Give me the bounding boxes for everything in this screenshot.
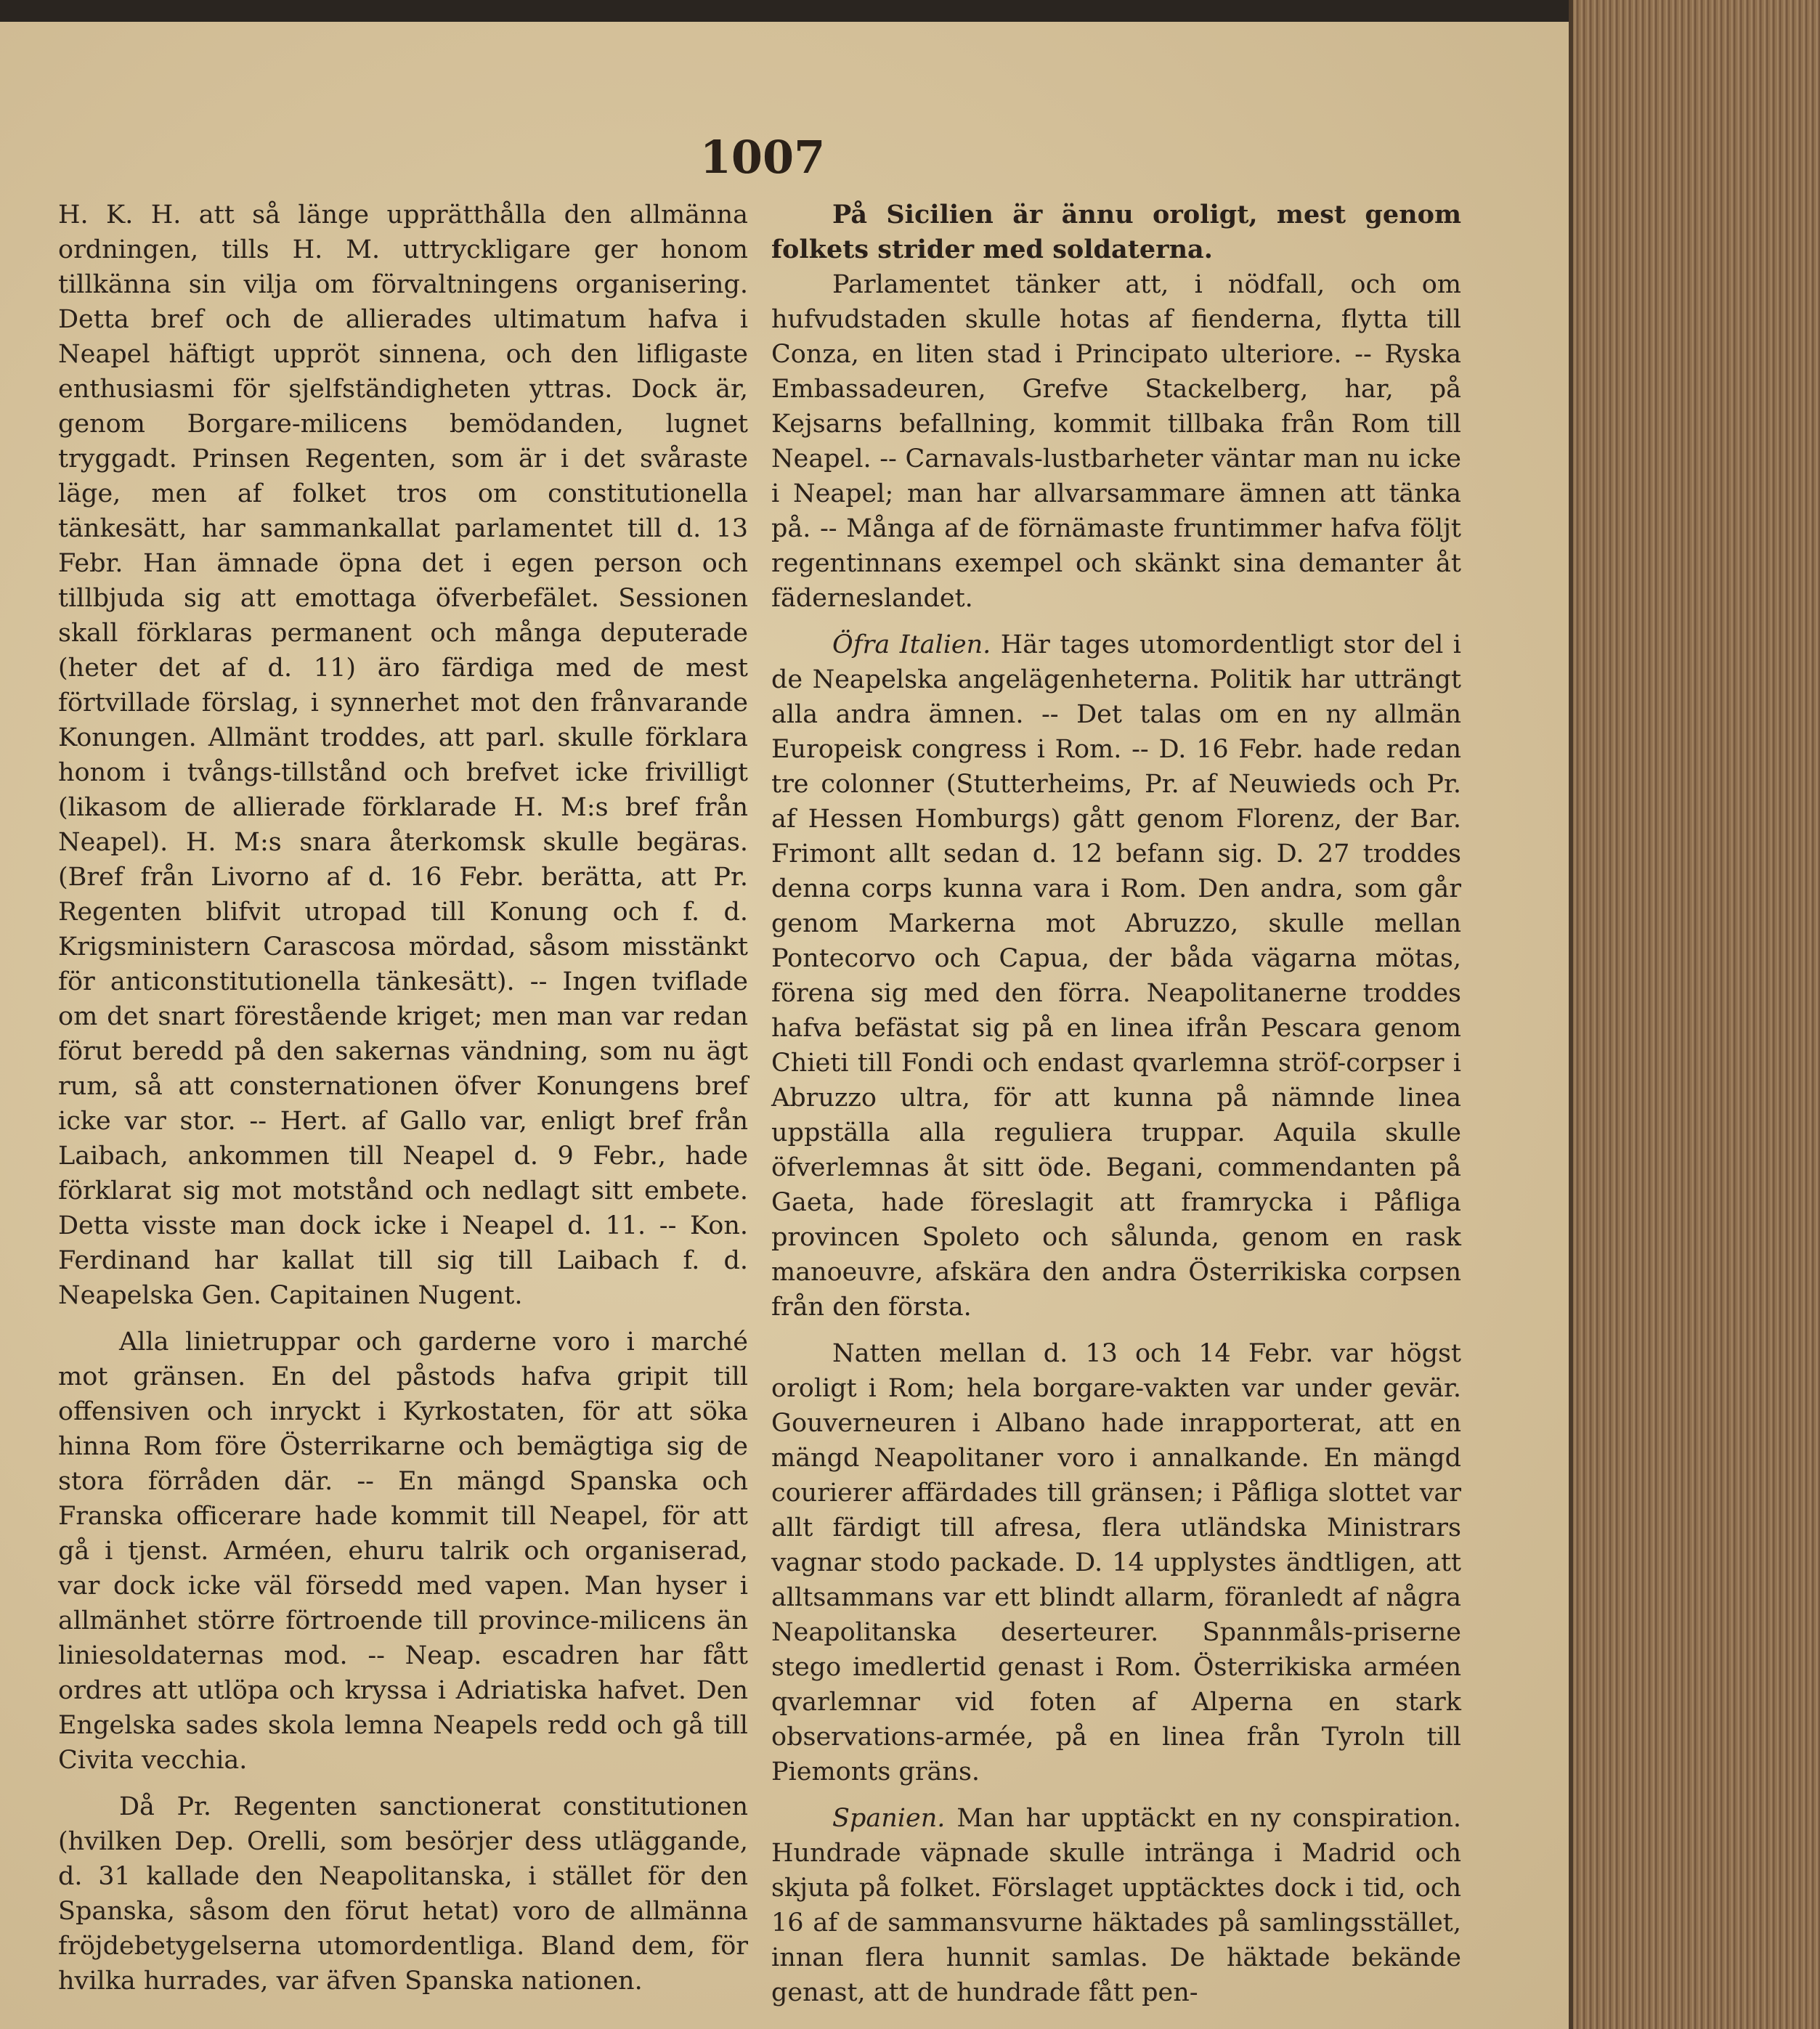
ofra-italien-text: Här tages utomordentligt stor del i de Neapelska angelägenheterna. Politik har utträngt alla andra ämnen. -- Det talas om en ny allmän Europeisk congress i Rom. -- D. 16 Febr. hade redan tre colonner (Stutterheims, Pr. af Neuwieds och Pr. af Hessen Homburgs) gått genom Florenz, der Bar. Frimont allt sedan d. 12 befann sig. D. 27 troddes denna corps kunna vara i Rom. Den andra, som går genom Markerna mot Abruzzo, skulle mellan Pontecorvo och Capua, der båda vägarna mötas, förena sig med den förra. Neapolitanerne troddes hafva befästat sig på en linea ifrån Pescara genom Chieti till Fondi och endast qvarlemna ströf-corpser i Abruzzo ultra, för att kunna på nämnde linea uppställa alla reguliera truppar. Aquila skulle öfverlemnas åt sitt öde. Begani, commendanten på Gaeta, hade föreslagit att framrycka i Påfliga provincen Spoleto och sålunda, genom en rask manoeuvre, afskära den andra Österrikiska corpsen från den första. xyxy=(771,630,1461,1322)
book-fore-edge xyxy=(1569,0,1820,2029)
right-intro-paragraph: På Sicilien är ännu oroligt, mest genom folkets strider med soldaterna. xyxy=(771,200,1461,264)
left-paragraph-2: Alla linietruppar och garderne voro i marché mot gränsen. En del påstods hafva gripit till offensiven och inryckt i Kyrkostaten, för att söka hinna Rom före Österrikarne och bemägtiga sig de stora förråden där. -- En mängd Spanska och Franska officerare hade kommit till Neapel, för att gå i tjenst. Arméen, ehuru talrik och organiserad, var dock icke väl försedd med vapen. Man hyser i allmänhet större förtroende till province-milicens än liniesoldaternas mod. -- Neap. escadren har fått ordres att utlöpa och kryssa i Adriatiska hafvet. Den Engelska sades skola lemna Neapels redd och gå till Civita vecchia. xyxy=(58,1327,748,1775)
left-paragraph-1: H. K. H. att så länge upprätthålla den allmänna ordningen, tills H. M. uttryckligare ger honom tillkänna sin vilja om förvaltningens organisering. Detta bref och de allierades ultimatum hafva i Neapel häftigt uppröt sinnena, och den lifligaste enthusiasmi för sjelfständigheten yttras. Dock är, genom Borgare-milicens bemödanden, lugnet tryggadt. Prinsen Regenten, som är i det svåraste läge, men af folket tros om constitutionella tänkesätt, har sammankallat parlamentet till d. 13 Febr. Han ämnade öpna det i egen person och tillbjuda sig att emottaga öfverbefälet. Sessionen skall förklaras permanent och många deputerade (heter det af d. 11) äro färdiga med de mest förtvillade förslag, i synnerhet mot den frånvarande Konungen. Allmänt troddes, att parl. skulle förklara honom i tvångs-tillstånd och brefvet icke frivilligt (likasom de allierade förklarade H. M:s bref från Neapel). H. M:s snara återkomsk skulle begäras. (Bref från Livorno af d. 16 Febr. berätta, att Pr. Regenten blifvit utropad till Konung och f. d. Krigsministern Carascosa mördad, såsom misstänkt för anticonstitutionella tänkesätt). -- Ingen tviflade om det snart förestående kriget; men man var redan förut beredd på den sakernas vändning, som nu ägt rum, så att consternationen öfver Konungens bref icke var stor. -- Hert. af Gallo var, enligt bref från Laibach, ankommen till Neapel d. 9 Febr., hade förklarat sig mot motstånd och nedlagt sitt embete. Detta visste man dock icke i Neapel d. 11. -- Kon. Ferdinand har kallat till sig till Laibach f. d. Neapelska Gen. Capitainen Nugent. xyxy=(58,200,748,1310)
ofra-italien-section xyxy=(771,627,1461,1325)
right-paragraph-parliament: Parlamentet tänker att, i nödfall, och om hufvudstaden skulle hotas af fienderna, flytta till Conza, en liten stad i Principato ulteriore. -- Ryska Embassadeuren, Grefve Stackelberg, har, på Kejsarns befallning, kommit tillbaka från Rom till Neapel. -- Carnavals-lustbarheter väntar man nu icke i Neapel; man har allvarsammare ämnen att tänka på. -- Många af de förnämaste fruntimmer hafva följt regentinnans exempel och skänkt sina demanter åt fäderneslandet. xyxy=(771,270,1461,613)
left-paragraph-3: Då Pr. Regenten sanctionerat constitutionen (hvilken Dep. Orelli, som besörjer dess utläggande, d. 31 kallade den Neapolitanska, i stället för den Spanska, såsom den förut hetat) voro de allmänna fröjdebetygelserna utomordentliga. Bland dem, för hvilka hurrades, var äfven Spanska nationen. xyxy=(58,1792,748,1996)
spanien-heading: Spanien. xyxy=(832,1804,946,1833)
left-column xyxy=(58,198,748,1998)
spanien-text: Man har upptäckt en ny conspiration. Hundrade väpnade skulle intränga i Madrid och skjuta på folket. Förslaget upptäcktes dock i tid, och 16 af de sammansvurne häktades på samlingsstället, innan flera hunnit samlas. De häktade bekände genast, att de hundrade fått pen- xyxy=(771,1804,1461,2007)
spanien-section xyxy=(771,1801,1461,2010)
page-number: 1007 xyxy=(699,131,826,184)
right-paragraph-rome: Natten mellan d. 13 och 14 Febr. var högst oroligt i Rom; hela borgare-vakten var under gevär. Gouverneuren i Albano hade inrapporterat, att en mängd Neapolitaner voro i annalkande. En mängd courierer affärdades till gränsen; i Påfliga slottet var allt färdigt till afresa, flera utländska Ministrars vagnar stodo packade. D. 14 upplystes ändtligen, att alltsammans var ett blindt allarm, föranledt af några Neapolitanska deserteurer. Spannmåls-priserne stego imedlertid genast i Rom. Österrikiska arméen qvarlemnar vid foten af Alperna en stark observations-armée, på en linea från Tyroln till Piemonts gräns. xyxy=(771,1339,1461,1786)
right-column xyxy=(771,198,1461,2010)
ofra-italien-heading: Öfra Italien. xyxy=(832,630,991,659)
